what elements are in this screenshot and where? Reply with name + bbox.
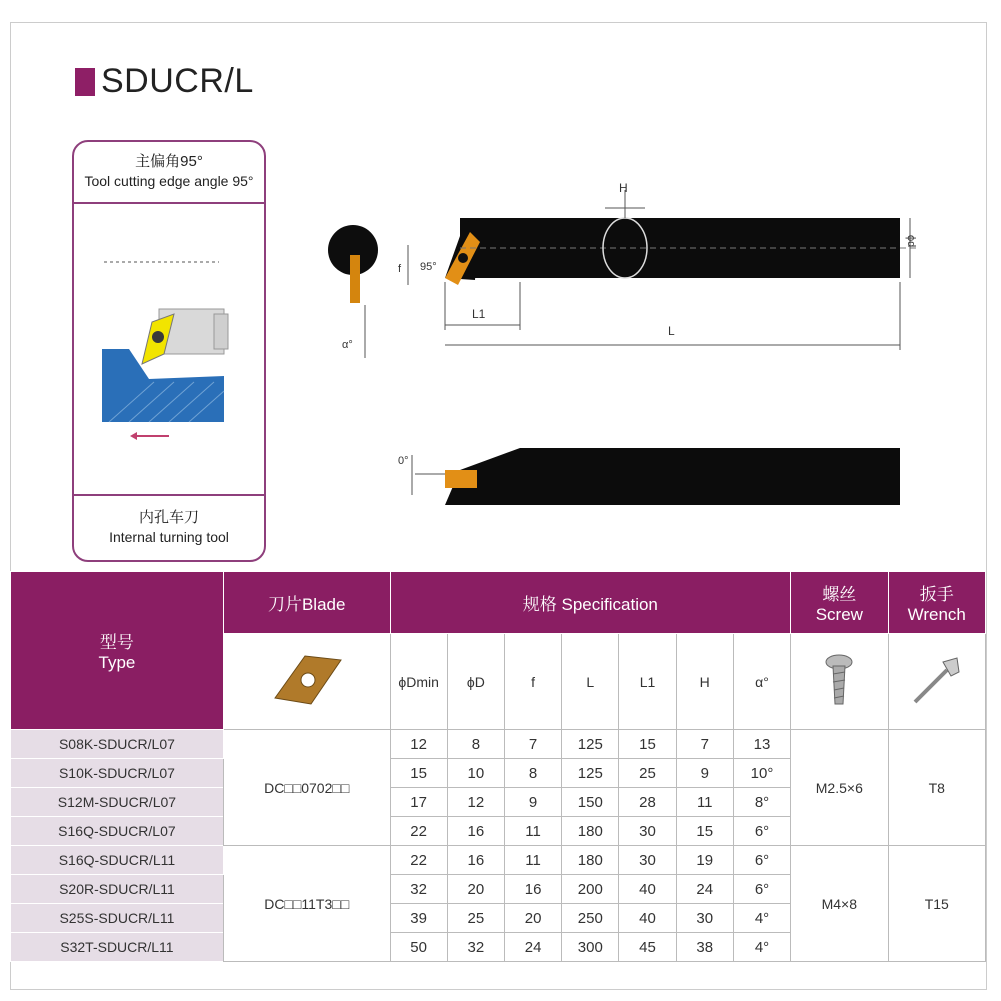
blade-model-07: DC□□0702□□ (223, 730, 390, 846)
value-cell: 39 (390, 904, 447, 933)
value-cell: 28 (619, 788, 676, 817)
col-alpha: α° (733, 634, 790, 730)
wrench-header-en: Wrench (907, 605, 966, 624)
title-marker (75, 68, 95, 96)
value-cell: 22 (390, 846, 447, 875)
value-cell: 25 (447, 904, 504, 933)
value-cell: 17 (390, 788, 447, 817)
type-cell: S08K-SDUCR/L07 (11, 730, 224, 759)
value-cell: 6° (733, 817, 790, 846)
screw-header-en: Screw (815, 605, 863, 624)
spec-header-text: 规格 Specification (522, 595, 658, 614)
type-cell: S20R-SDUCR/L11 (11, 875, 224, 904)
value-cell: 16 (447, 846, 504, 875)
value-cell: 4° (733, 904, 790, 933)
card-bottom-cn: 内孔车刀 (138, 509, 199, 526)
value-cell: 24 (504, 933, 561, 962)
h-label: H (619, 181, 628, 195)
value-cell: 9 (504, 788, 561, 817)
card-top-en: Tool cutting edge angle 95° (84, 173, 254, 189)
value-cell: 32 (447, 933, 504, 962)
blade-image-cell (223, 634, 390, 730)
screw-07: M2.5×6 (791, 730, 888, 846)
wrench-11: T15 (888, 846, 985, 962)
value-cell: 6° (733, 846, 790, 875)
boring-bar-side (445, 448, 900, 505)
value-cell: 8 (447, 730, 504, 759)
value-cell: 22 (390, 817, 447, 846)
value-cell: 11 (676, 788, 733, 817)
type-cell: S16Q-SDUCR/L11 (11, 846, 224, 875)
type-cell: S12M-SDUCR/L07 (11, 788, 224, 817)
value-cell: 15 (619, 730, 676, 759)
wrench-07: T8 (888, 730, 985, 846)
value-cell: 30 (676, 904, 733, 933)
col-f: f (504, 634, 561, 730)
value-cell: 150 (562, 788, 619, 817)
l-label: L (668, 324, 675, 338)
col-l1: L1 (619, 634, 676, 730)
value-cell: 10 (447, 759, 504, 788)
value-cell: 11 (504, 846, 561, 875)
value-cell: 9 (676, 759, 733, 788)
value-cell: 125 (562, 759, 619, 788)
workpiece-shape (102, 349, 224, 422)
value-cell: 19 (676, 846, 733, 875)
tool-drawing (320, 170, 940, 520)
l1-label: L1 (472, 307, 486, 321)
f-label: f (398, 263, 402, 275)
value-cell: 8 (504, 759, 561, 788)
d-label: ϕd (905, 235, 917, 248)
type-cell: S32T-SDUCR/L11 (11, 933, 224, 962)
wrench-header-cn: 扳手 (919, 585, 954, 604)
col-dmin: ϕDmin (390, 634, 447, 730)
value-cell: 125 (562, 730, 619, 759)
insert-icon (267, 650, 347, 710)
type-cell: S25S-SDUCR/L11 (11, 904, 224, 933)
card-footer (74, 494, 264, 560)
blade-header-text: 刀片Blade (267, 595, 346, 614)
wrench-image-cell (888, 634, 985, 730)
wrench-header (888, 572, 985, 634)
value-cell: 30 (619, 846, 676, 875)
col-l: L (562, 634, 619, 730)
screw-header (791, 572, 888, 634)
value-cell: 38 (676, 933, 733, 962)
value-cell: 50 (390, 933, 447, 962)
value-cell: 16 (504, 875, 561, 904)
angle95-label: 95° (420, 261, 437, 273)
value-cell: 11 (504, 817, 561, 846)
value-cell: 10° (733, 759, 790, 788)
value-cell: 40 (619, 875, 676, 904)
value-cell: 180 (562, 846, 619, 875)
value-cell: 200 (562, 875, 619, 904)
value-cell: 30 (619, 817, 676, 846)
value-cell: 12 (390, 730, 447, 759)
spec-header (390, 572, 791, 634)
value-cell: 20 (504, 904, 561, 933)
screw-11: M4×8 (791, 846, 888, 962)
card-header (74, 142, 264, 204)
value-cell: 7 (504, 730, 561, 759)
screw-icon (819, 652, 859, 708)
value-cell: 16 (447, 817, 504, 846)
screw-header-cn: 螺丝 (822, 585, 857, 604)
type-cell: S10K-SDUCR/L07 (11, 759, 224, 788)
spec-table (10, 571, 986, 962)
card-bottom-en: Internal turning tool (109, 529, 229, 545)
value-cell: 4° (733, 933, 790, 962)
alpha-label: α° (342, 339, 353, 351)
title-text: SDUCR/L (101, 62, 254, 100)
value-cell: 20 (447, 875, 504, 904)
type-cell: S16Q-SDUCR/L07 (11, 817, 224, 846)
value-cell: 300 (562, 933, 619, 962)
value-cell: 12 (447, 788, 504, 817)
value-cell: 15 (676, 817, 733, 846)
product-title (75, 62, 254, 101)
value-cell: 180 (562, 817, 619, 846)
value-cell: 250 (562, 904, 619, 933)
value-cell: 24 (676, 875, 733, 904)
wrench-icon (907, 652, 967, 708)
value-cell: 8° (733, 788, 790, 817)
blade-header (223, 572, 390, 634)
value-cell: 25 (619, 759, 676, 788)
insert-side (445, 470, 477, 488)
screw-image-cell (791, 634, 888, 730)
col-h: H (676, 634, 733, 730)
type-header (11, 572, 224, 730)
application-card (72, 140, 266, 562)
card-top-cn: 主偏角95° (135, 153, 203, 170)
value-cell: 32 (390, 875, 447, 904)
value-cell: 7 (676, 730, 733, 759)
type-header-en: Type (98, 653, 136, 672)
value-cell: 13 (733, 730, 790, 759)
blade-model-11: DC□□11T3□□ (223, 846, 390, 962)
value-cell: 45 (619, 933, 676, 962)
boring-illustration (74, 204, 264, 494)
value-cell: 15 (390, 759, 447, 788)
zero-label: 0° (398, 455, 409, 467)
value-cell: 6° (733, 875, 790, 904)
col-d: ϕD (447, 634, 504, 730)
type-header-cn: 型号 (99, 633, 134, 652)
value-cell: 40 (619, 904, 676, 933)
